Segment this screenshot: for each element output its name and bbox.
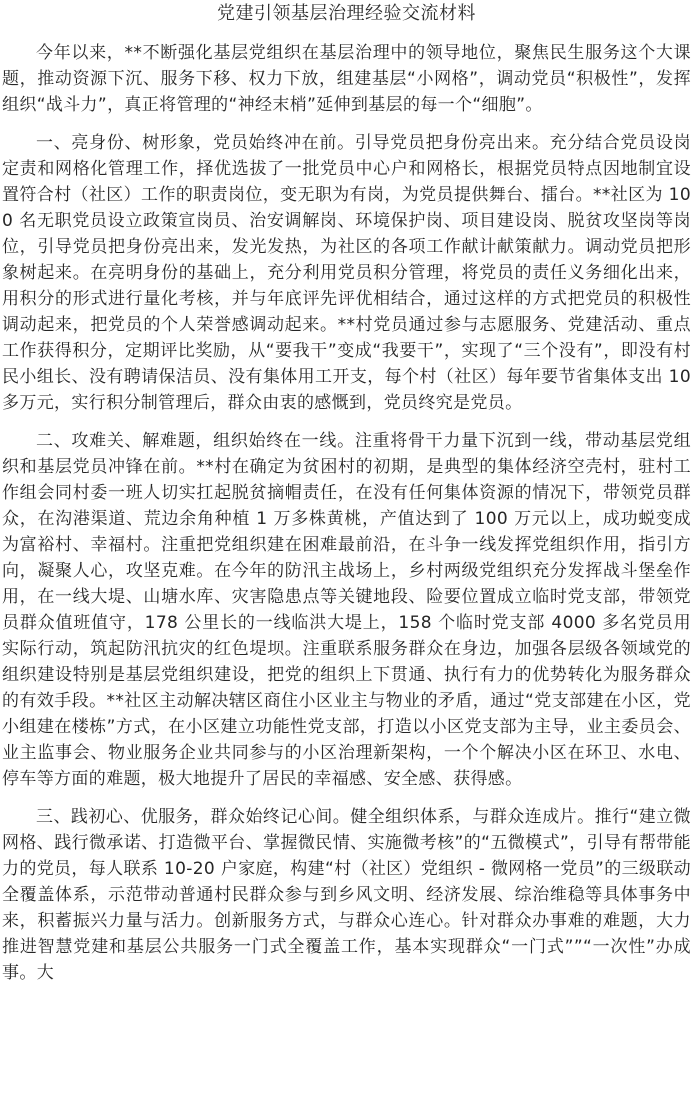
paragraph-section-one: 一、亮身份、树形象，党员始终冲在前。引导党员把身份亮出来。充分结合党员设岗定责和网格化管理工作，择优选拔了一批党员中心户和网格长，根据党员特点因地制宜设置符合村（社区）工作的职责岗位，变无职为有岗，为党员提供舞台、擂台。**社区为 100 名无职党员设立政策宣岗员、治安调解岗、环境保护岗、项目建设岗、脱贫攻坚岗等岗位，引导党员把身份亮出来，发光发热，为社区的各项工作献计献策献力。调动党员把形象树起来。在亮明身份的基础上，充分利用党员积分管理，将党员的责任义务细化出来，用积分的形式进行量化考核，并与年底评先评优相结合，通过这样的方式把党员的积极性调动起来，把党员的个人荣誉感调动起来。**村党员通过参与志愿服务、党建活动、重点工作获得积分，定期评比奖励，从“要我干”变成“我要干”，实现了“三个没有”，即没有村民小组长、没有聘请保洁员、没有集体用工开支，每个村（社区）每年要节省集体支出 10 多万元，实行积分制管理后，群众由衷的感慨到，党员终究是党员。 (2, 133, 691, 413)
paragraph-section-two: 二、攻难关、解难题，组织始终在一线。注重将骨干力量下沉到一线，带动基层党组织和基层党员冲锋在前。**村在确定为贫困村的初期，是典型的集体经济空壳村，驻村工作组会同村委一班人切实扛起脱贫摘帽责任，在没有任何集体资源的情况下，带领党员群众，在沟港渠道、荒边余角种植 1 万多株黄桃，产值达到了 100 万元以上，成功蜕变成为富裕村、幸福村。注重把党组织建在困难最前沿，在斗争一线发挥党组织作用，指引方向，凝聚人心，攻坚克难。在今年的防汛主战场上，乡村两级党组织充分发挥战斗堡垒作用，在一线大堤、山塘水库、灾害隐患点等关键地段、险要位置成立临时党支部，带领党员群众值班值守，178 公里长的一线临洪大堤上，158 个临时党支部 4000 多名党员用实际行动，筑起防汛抗灾的红色堤坝。注重联系服务群众在身边，加强各层级各领域党的组织建设特别是基层党组织建设，把党的组织上下贯通、执行有力的优势转化为服务群众的有效手段。**社区主动解决辖区商住小区业主与物业的矛盾，通过“党支部建在小区，党小组建在楼栋”方式，在小区建立功能性党支部，打造以小区党支部为主导，业主委员会、业主监事会、物业服务企业共同参与的小区治理新架构，一个个解决小区在环卫、水电、停车等方面的难题，极大地提升了居民的幸福感、安全感、获得感。 (2, 431, 691, 789)
paragraph-spacer (0, 118, 693, 130)
document-title: 党建引领基层治理经验交流材料 (217, 3, 476, 24)
paragraph-spacer (0, 792, 693, 804)
paragraph-section-three: 三、践初心、优服务，群众始终记心间。健全组织体系，与群众连成片。推行“建立微网格、践行微承诺、打造微平台、掌握微民情、实施微考核”的“五微模式”，引导有帮带能力的党员，每人联系 10-20 户家庭，构建“村（社区）党组织 - 微网格一党员”的三级联动全覆盖体系，示范带动普通村民群众参与到乡风文明、经济发展、综治维稳等具体事务中来，积蓄振兴力量与活力。创新服务方式，与群众心连心。针对群众办事难的难题，大力推进智慧党建和基层公共服务一门式全覆盖工作，基本实现群众“一门式””“一次性”办成事。大 (2, 807, 691, 983)
paragraph-spacer (0, 416, 693, 428)
paragraph-intro: 今年以来，**不断强化基层党组织在基层治理中的领导地位，聚焦民生服务这个大课题，推动资源下沉、服务下移、权力下放，组建基层“小网格”，调动党员“积极性”，发挥组织“战斗力”，真正将管理的“神经末梢”延伸到基层的每一个“细胞”。 (2, 43, 691, 115)
